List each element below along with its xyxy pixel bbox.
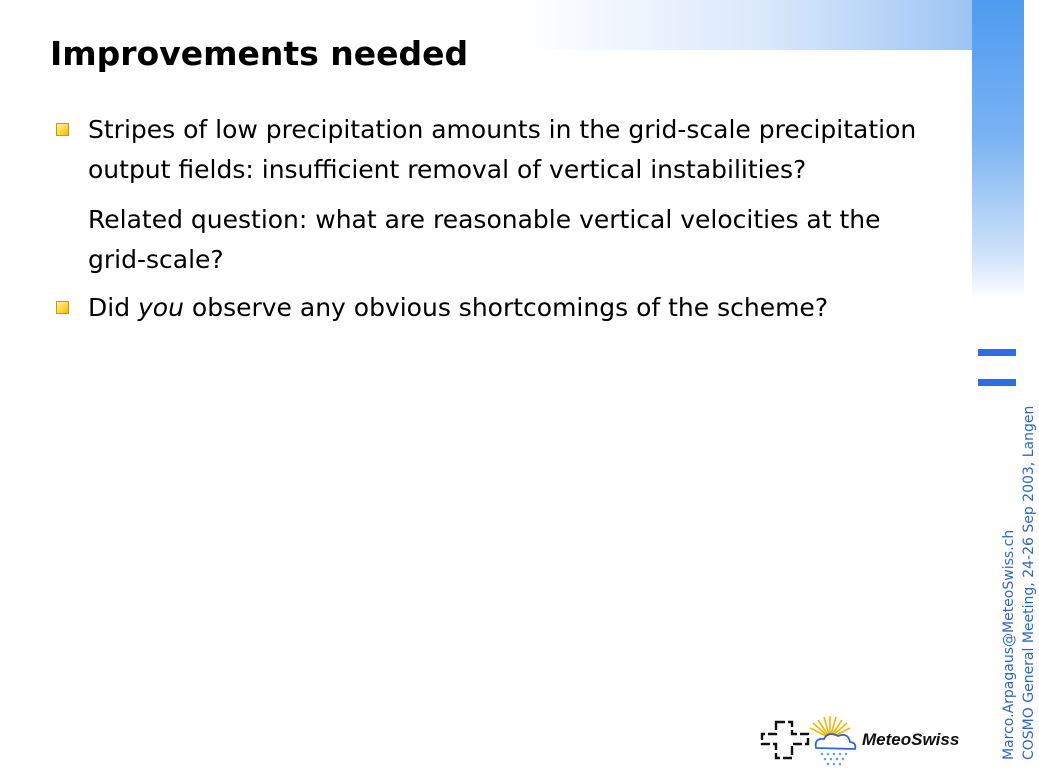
bullet-text-end: observe any obvious shortcomings of the scheme? xyxy=(183,293,829,322)
decor-dash-top xyxy=(978,349,1016,356)
logo-label: MeteoSwiss xyxy=(862,730,960,749)
bullet-note-text: Related question: what are reasonable vertical velocities at the grid-scale? xyxy=(88,205,881,274)
bullet-item xyxy=(52,110,932,190)
footer-vertical-text xyxy=(999,406,1039,760)
bullet-text xyxy=(88,288,932,328)
header-gradient-band xyxy=(520,0,972,50)
slide-title: Improvements needed xyxy=(50,34,469,73)
bullet-text: Stripes of low precipitation amounts in the grid-scale precipitation output fields: insufficient removal of vertical instabilities? xyxy=(88,115,917,184)
bullet-item xyxy=(52,288,932,328)
footer-email: Marco.Arpagaus@MeteoSwiss.ch xyxy=(1001,529,1017,760)
footer-meeting: COSMO General Meeting, 24-26 Sep 2003, Langen xyxy=(1021,405,1037,760)
bullet-square-icon xyxy=(56,123,69,136)
bullet-subnote xyxy=(52,200,932,280)
slide-body xyxy=(52,110,932,328)
bullet-text-emphasis: you xyxy=(138,293,184,322)
bullet-text-start: Did xyxy=(88,293,139,322)
decor-dash-bottom xyxy=(978,379,1016,386)
sidebar-gradient-band xyxy=(972,0,1024,300)
bullet-square-icon xyxy=(56,301,69,314)
